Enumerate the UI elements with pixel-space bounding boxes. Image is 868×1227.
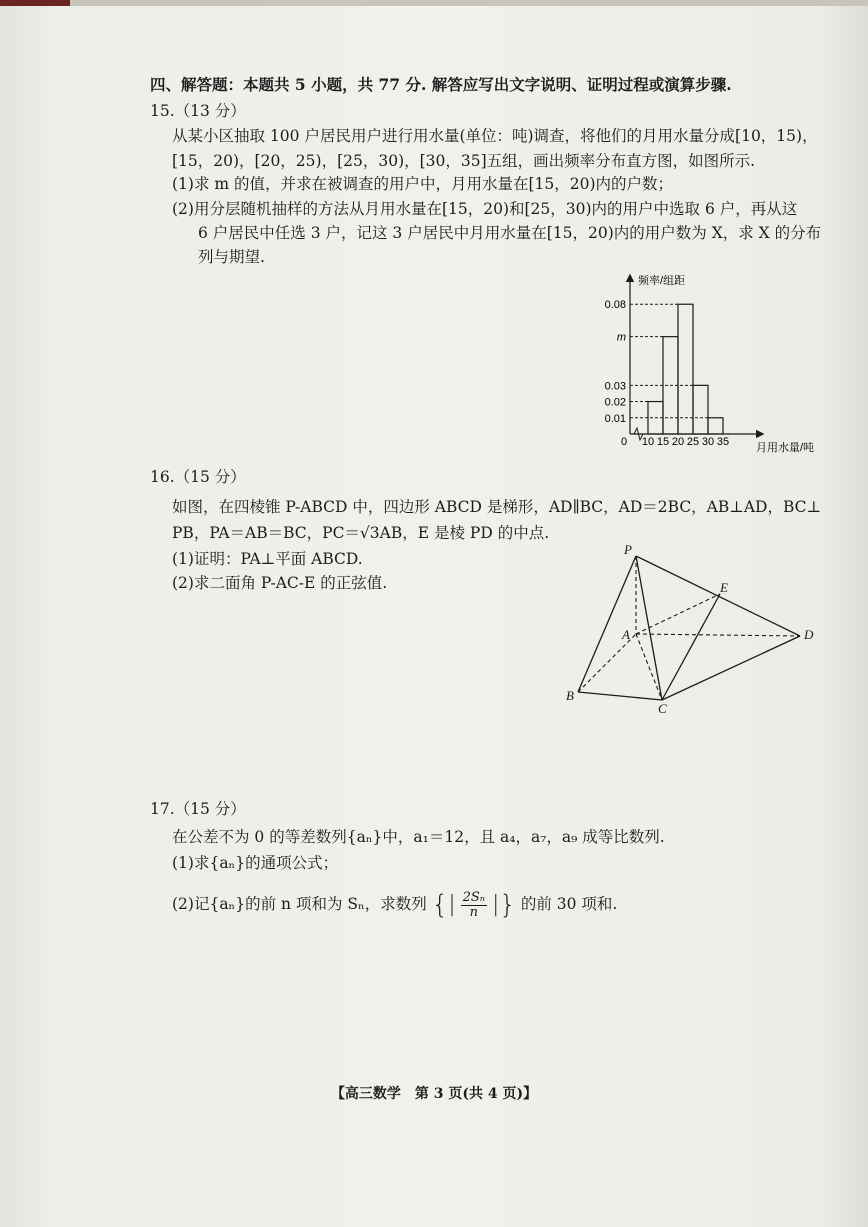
edge-CD [662, 636, 800, 700]
q15-line-3: (1)求 m 的值，并求在被调查的用户中，月用水量在[15，20)内的户数； [172, 175, 674, 193]
y-tick-label-1: 0.01 [604, 412, 626, 425]
edge-AD [636, 634, 800, 636]
y-tick-label-2: 0.02 [604, 396, 626, 409]
brace-right: } [499, 890, 516, 920]
q15-number: 15.（13 分） [150, 102, 246, 120]
top-edge [0, 0, 868, 6]
edge-PB [578, 556, 636, 692]
y-tick-label-5: 0.08 [604, 299, 626, 312]
x-axis-label: 月用水量/吨 [756, 442, 815, 454]
q16-line-1: 如图，在四棱锥 P-ABCD 中，四边形 ABCD 是梯形，AD∥BC，AD＝2BC，AB⊥AD，BC⊥ [172, 498, 822, 516]
fraction-2Sn-over-n [461, 891, 487, 920]
x-tick-label-15: 15 [656, 436, 670, 448]
q17-line-3 [172, 884, 617, 925]
q16-line-4: (2)求二面角 P-AC-E 的正弦值. [172, 574, 388, 592]
y-tick-label-4: m [616, 331, 626, 344]
abs-right: | [491, 892, 500, 917]
vertex-B: B [566, 688, 574, 703]
frequency-histogram [590, 268, 820, 456]
vertex-E: E [720, 580, 728, 595]
vertex-A: A [622, 627, 630, 642]
histogram-bar-3 [678, 304, 693, 434]
segment-AC [636, 634, 662, 700]
q17-number: 17.（15 分） [150, 800, 246, 818]
edge-BC [578, 692, 662, 700]
q16-number: 16.（15 分） [150, 468, 246, 486]
q15-line-6: 列与期望. [198, 248, 265, 266]
vertex-D: D [804, 627, 814, 642]
q15-line-5: 6 户居民中任选 3 户，记这 3 户居民中月用水量在[15，20)内的用户数为 X，求 X 的分布 [198, 224, 822, 242]
section-heading: 四、解答题：本题共 5 小题，共 77 分. 解答应写出文字说明、证明过程或演算步骤. [150, 75, 732, 94]
histogram-bar-5 [708, 418, 723, 434]
q16-line-2: PB，PA＝AB＝BC，PC＝√3AB，E 是棱 PD 的中点. [172, 524, 550, 542]
q15-line-1: 从某小区抽取 100 户居民用户进行用水量(单位：吨)调查，将他们的月用水量分成[10，15)， [172, 127, 818, 145]
edge-AB [578, 634, 636, 692]
edge-PD [636, 556, 800, 636]
x-tick-label-10: 10 [641, 436, 655, 448]
x-tick-label-35: 35 [716, 436, 730, 448]
x-tick-label-30: 30 [701, 436, 715, 448]
pyramid-figure [560, 538, 820, 714]
brace-left: { [431, 890, 449, 920]
vertex-C: C [658, 701, 667, 714]
x-tick-label-20: 20 [671, 436, 685, 448]
q15-line-2: [15，20)，[20，25)，[25，30)，[30，35]五组，画出频率分布直方图，如图所示. [172, 152, 756, 170]
fraction-denominator: n [469, 904, 478, 920]
q17-line-3-start: (2)记{aₙ}的前 n 项和为 Sₙ，求数列 [172, 895, 427, 913]
page-footer: 【高三数学 第 3 页(共 4 页)】 [330, 1086, 538, 1102]
q15-line-4: (2)用分层随机抽样的方法从月用水量在[15，20)和[25，30)内的用户中选取 6 户，再从这 [172, 200, 798, 218]
abs-left: | [448, 892, 456, 917]
y-axis-label: 频率/组距 [638, 275, 686, 287]
vertex-P: P [624, 542, 632, 557]
q16-line-3: (1)证明：PA⊥平面 ABCD. [172, 550, 363, 568]
y-tick-label-3: 0.03 [604, 380, 626, 393]
q17-line-1: 在公差不为 0 的等差数列{aₙ}中，a₁＝12，且 a₄，a₇，a₉ 成等比数列. [172, 828, 665, 846]
x-tick-label-0: 0 [620, 436, 628, 448]
q17-line-2: (1)求{aₙ}的通项公式； [172, 854, 339, 872]
fraction-numerator: 2Sₙ [462, 889, 486, 905]
x-tick-label-25: 25 [686, 436, 700, 448]
histogram-bar-4 [693, 385, 708, 434]
q17-line-3-end: 的前 30 项和. [520, 895, 618, 913]
segment-CE [662, 594, 720, 700]
